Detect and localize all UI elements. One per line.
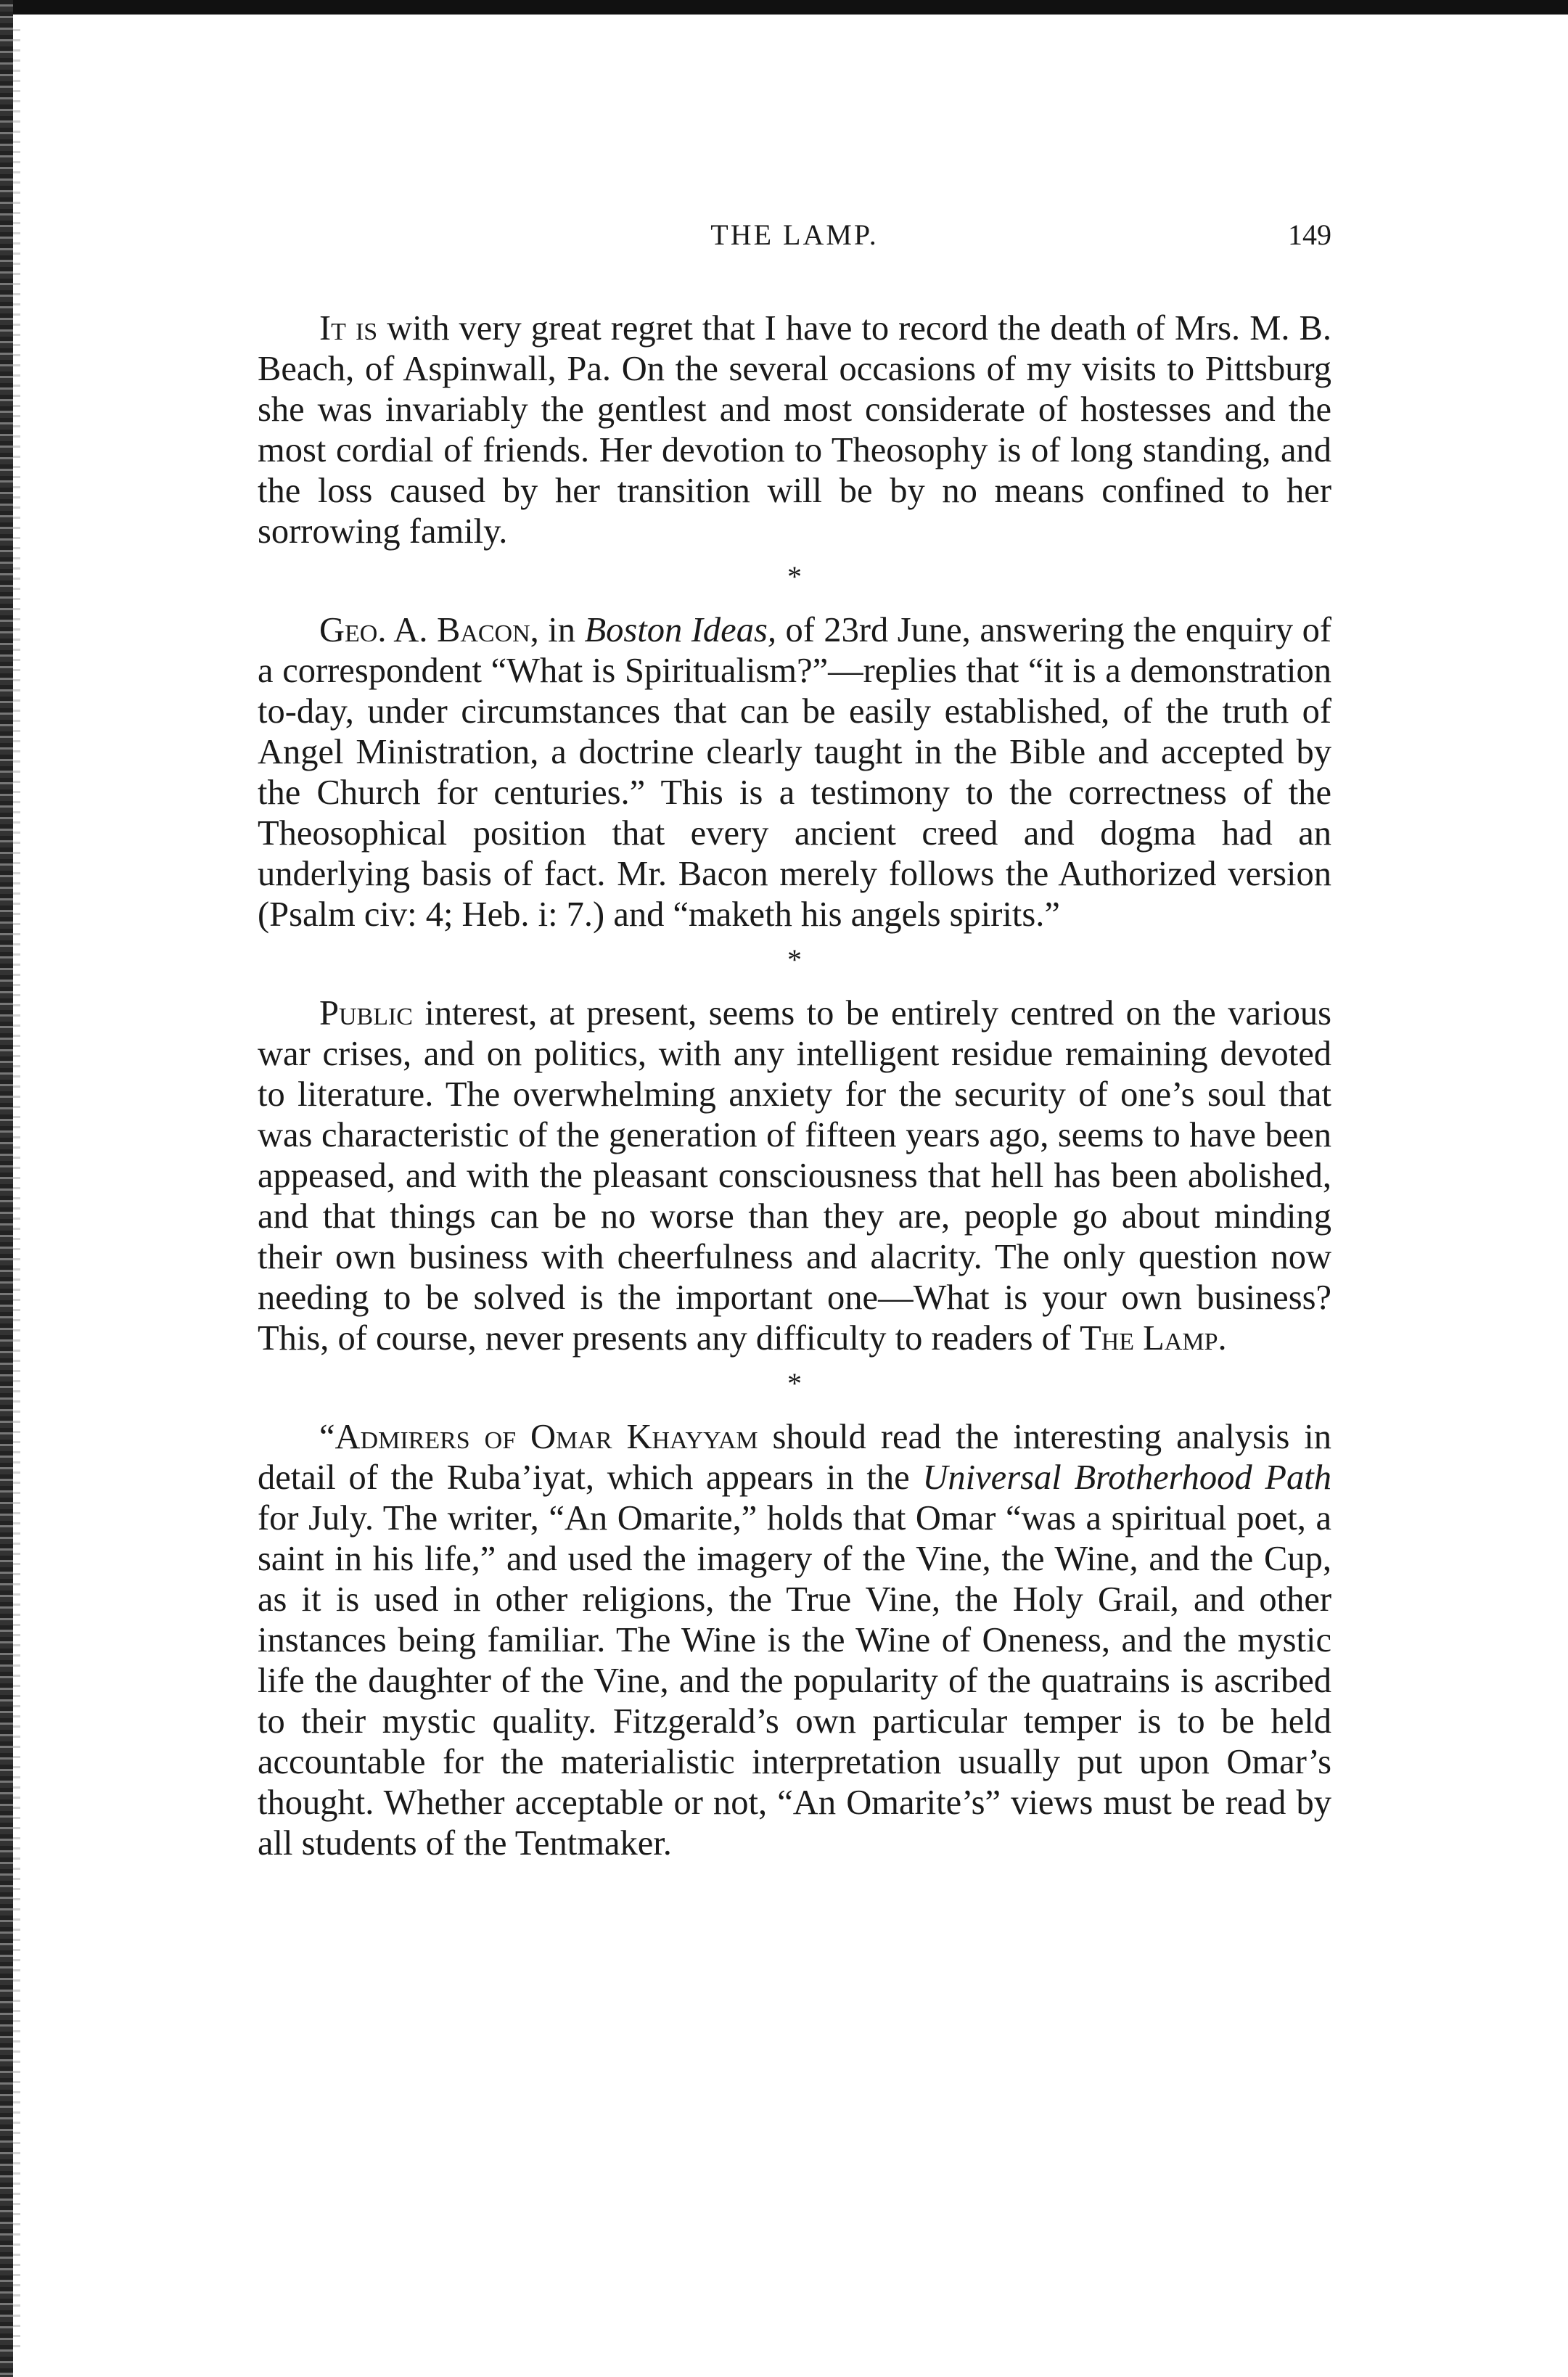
paragraph-public-interest — [258, 993, 1331, 1359]
binding-edge — [0, 0, 13, 2377]
paragraph-text: for July. The writer, “An Omarite,” holds that Omar “was a spiritual poet, a saint in his life,” and used the imagery of the Vine, the Wine, and the Cup, as it is used in other religions, the True Vine, the Holy Grail, and other instances being familiar. The Wine is the Wine of Oneness, and the mystic life the daughter of the Vine, and the popularity of the quatrains is ascribed to their mystic quality. Fitzgerald’s own particular temper is to be held accountable for the materialistic interpretation usually put upon Omar’s thought. Whether acceptable or not, “An Omarite’s” views must be read by all students of the Tentmaker. — [258, 1499, 1331, 1863]
paragraph-lead: Admirers of Omar Khayyam — [334, 1418, 758, 1456]
section-separator: * — [787, 1367, 802, 1400]
paragraph-lead: Public — [319, 994, 413, 1033]
section-separator: * — [787, 560, 802, 593]
page-header — [258, 218, 1331, 261]
paragraph-lead: It is — [319, 309, 378, 348]
paragraph-text: interest, at present, seems to be entirely centred on the various war crises, and on politics, with any intelligent residue remaining devoted to literature. The overwhelming anxiety for the security of one’s soul that was characteristic of the generation of fifteen years ago, seems to have been appeased, and with the pleasant consciousness that hell has been abolished, and that things can be no worse than they are, people go about minding their own business with cheerfulness and alacrity. The only question now needing to be solved is the important one—What is your own business? This, of course, never presents any difficulty to readers of — [258, 994, 1331, 1358]
section-separator: * — [787, 943, 802, 976]
open-quote: “ — [319, 1418, 335, 1456]
paragraph-text: should read the interesting analysis in detail of the Ruba’iyat, which appears in the — [258, 1418, 1331, 1497]
paragraph-text: of 23rd June, answering the enquiry of a correspondent “What is Spiritualism?”—replies that “it is a demonstration to-day, under circumstances that can be easily established, of the truth of Angel Ministration, a doctrine clearly taught in the Bible and accepted by the Church for centuries.” This is a testimony to the correctness of the Theosophical position that every ancient creed and dogma had an underlying basis of fact. Mr. Bacon merely follows the Authorized version (Psalm civ: 4; Heb. i: 7.) and “maketh his angels spirits.” — [258, 611, 1331, 934]
journal-title: The Lamp — [1080, 1319, 1218, 1358]
publication-title: Boston Ideas, — [584, 611, 776, 649]
paragraph-bacon — [258, 610, 1331, 935]
text-column — [258, 308, 1331, 1864]
paragraph-text: in — [538, 611, 585, 649]
paragraph-lead: Geo. A. Bacon, — [319, 611, 539, 649]
paragraph-omar-khayyam — [258, 1417, 1331, 1864]
page-number: 149 — [1288, 218, 1331, 251]
binding-shadow — [13, 29, 20, 2351]
paragraph-text: . — [1218, 1319, 1227, 1358]
paragraph-text: with very great regret that I have to record the death of Mrs. M. B. Beach, of Aspinwall, Pa. On the several occasions of my visits to Pittsburg she was invariably the gentlest and most considerate of hostesses and the most cordial of friends. Her devotion to Theosophy is of long standing, and the loss caused by her transition will be by no means confined to her sorrowing family. — [258, 309, 1331, 551]
top-edge-rule — [0, 0, 1568, 15]
running-title: THE LAMP. — [710, 218, 879, 251]
publication-title: Universal Brotherhood Path — [922, 1458, 1331, 1497]
paragraph-beach-obituary — [258, 308, 1331, 552]
